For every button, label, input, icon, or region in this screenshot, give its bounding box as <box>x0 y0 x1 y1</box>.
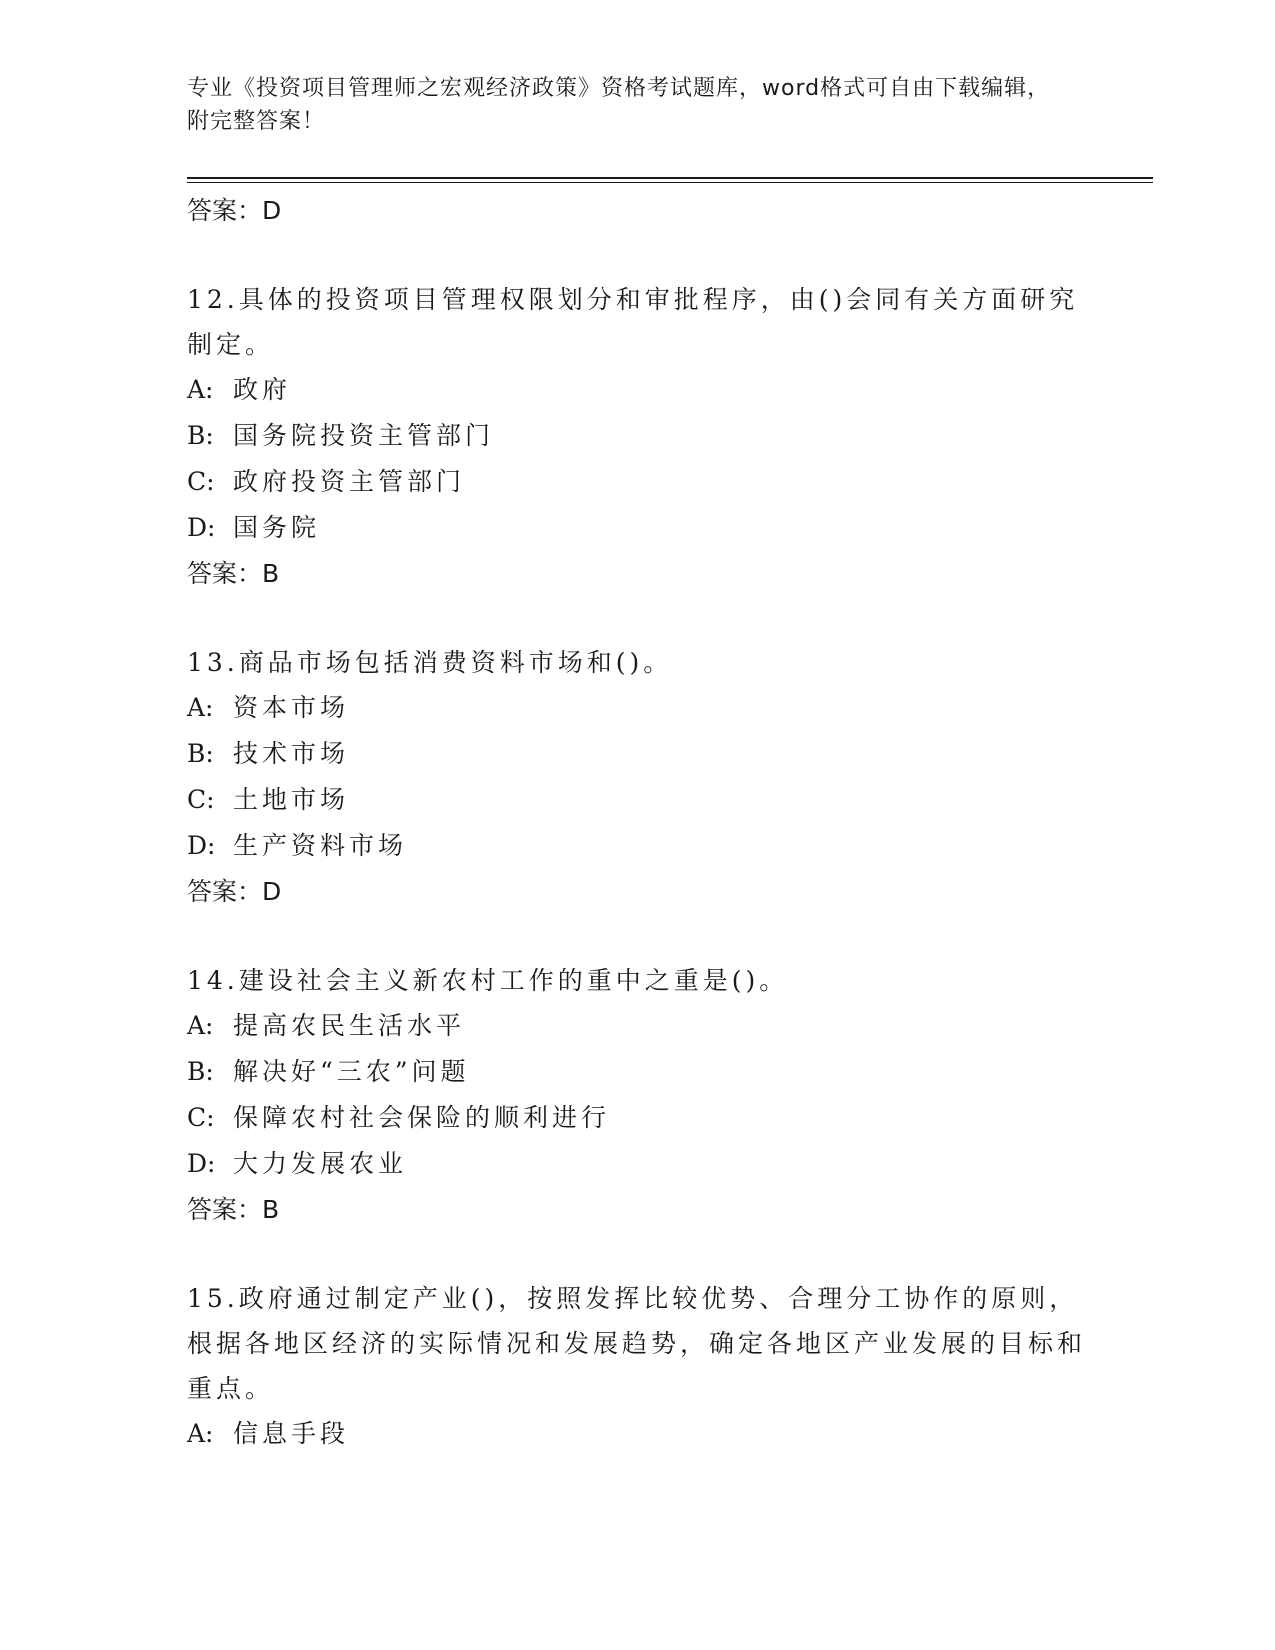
option-b <box>187 1049 1087 1095</box>
option-key: A: <box>187 1011 214 1040</box>
answer-line <box>187 869 1087 915</box>
question-stem: 14.建设社会主义新农村工作的重中之重是()。 <box>187 966 789 995</box>
option-c <box>187 459 1087 505</box>
answer-label: 答案： <box>187 1195 263 1224</box>
option-a <box>187 685 1087 731</box>
question-stem: 13.商品市场包括消费资料市场和()。 <box>187 648 673 677</box>
option-text: 大力发展农业 <box>233 1149 408 1178</box>
option-key: A: <box>187 1419 214 1448</box>
option-key: B: <box>187 1057 214 1086</box>
option-a <box>187 1003 1087 1049</box>
option-text: 提高农民生活水平 <box>233 1011 466 1040</box>
option-key: C: <box>187 785 215 814</box>
option-c <box>187 1095 1087 1141</box>
option-key: A: <box>187 375 214 404</box>
answer-line <box>187 551 1087 597</box>
question-stem: 15.政府通过制定产业()，按照发挥比较优势、合理分工协作的原则，根据各地区经济的实际情况和发展趋势，确定各地区产业发展的目标和重点。 <box>187 1284 1087 1403</box>
question-list <box>187 188 1087 1457</box>
option-d <box>187 1141 1087 1187</box>
option-text: 生产资料市场 <box>233 831 408 860</box>
answer-value: D <box>262 877 282 906</box>
header-divider <box>187 177 1153 179</box>
document-header: 专业《投资项目管理师之宏观经济政策》资格考试题库，word格式可自由下载编辑，附完整答案！ <box>187 76 1051 134</box>
option-d <box>187 505 1087 551</box>
answer-label: 答案： <box>187 559 263 588</box>
answer-label: 答案： <box>187 877 263 906</box>
option-key: C: <box>187 1103 215 1132</box>
option-text: 国务院投资主管部门 <box>233 421 495 450</box>
option-text: 政府 <box>233 375 292 404</box>
answer-value: B <box>262 559 280 588</box>
answer-value: D <box>262 196 282 225</box>
option-key: A: <box>187 693 214 722</box>
option-b <box>187 731 1087 777</box>
option-key: D: <box>187 1149 216 1178</box>
option-a <box>187 1411 1087 1457</box>
option-text: 信息手段 <box>233 1419 350 1448</box>
option-d <box>187 823 1087 869</box>
option-text: 保障农村社会保险的顺利进行 <box>233 1103 611 1132</box>
answer-value: B <box>262 1195 280 1224</box>
answer-line <box>187 1187 1087 1233</box>
header-divider-thin <box>187 182 1153 183</box>
option-b <box>187 413 1087 459</box>
option-key: B: <box>187 739 214 768</box>
option-key: B: <box>187 421 214 450</box>
option-text: 技术市场 <box>233 739 350 768</box>
option-text: 政府投资主管部门 <box>233 467 466 496</box>
option-c <box>187 777 1087 823</box>
option-text: 土地市场 <box>233 785 350 814</box>
question-13 <box>187 640 1087 915</box>
option-text: 资本市场 <box>233 693 350 722</box>
option-text: 国务院 <box>233 513 321 542</box>
question-stem: 12.具体的投资项目管理权限划分和审批程序，由()会同有关方面研究制定。 <box>187 285 1079 359</box>
option-a <box>187 367 1087 413</box>
question-14 <box>187 958 1087 1233</box>
option-text: 解决好“三农”问题 <box>233 1057 470 1086</box>
question-15 <box>187 1276 1087 1457</box>
answer-label: 答案： <box>187 196 263 225</box>
option-key: C: <box>187 467 215 496</box>
option-key: D: <box>187 831 216 860</box>
answer-line <box>187 188 1087 234</box>
option-key: D: <box>187 513 216 542</box>
question-12 <box>187 277 1087 597</box>
